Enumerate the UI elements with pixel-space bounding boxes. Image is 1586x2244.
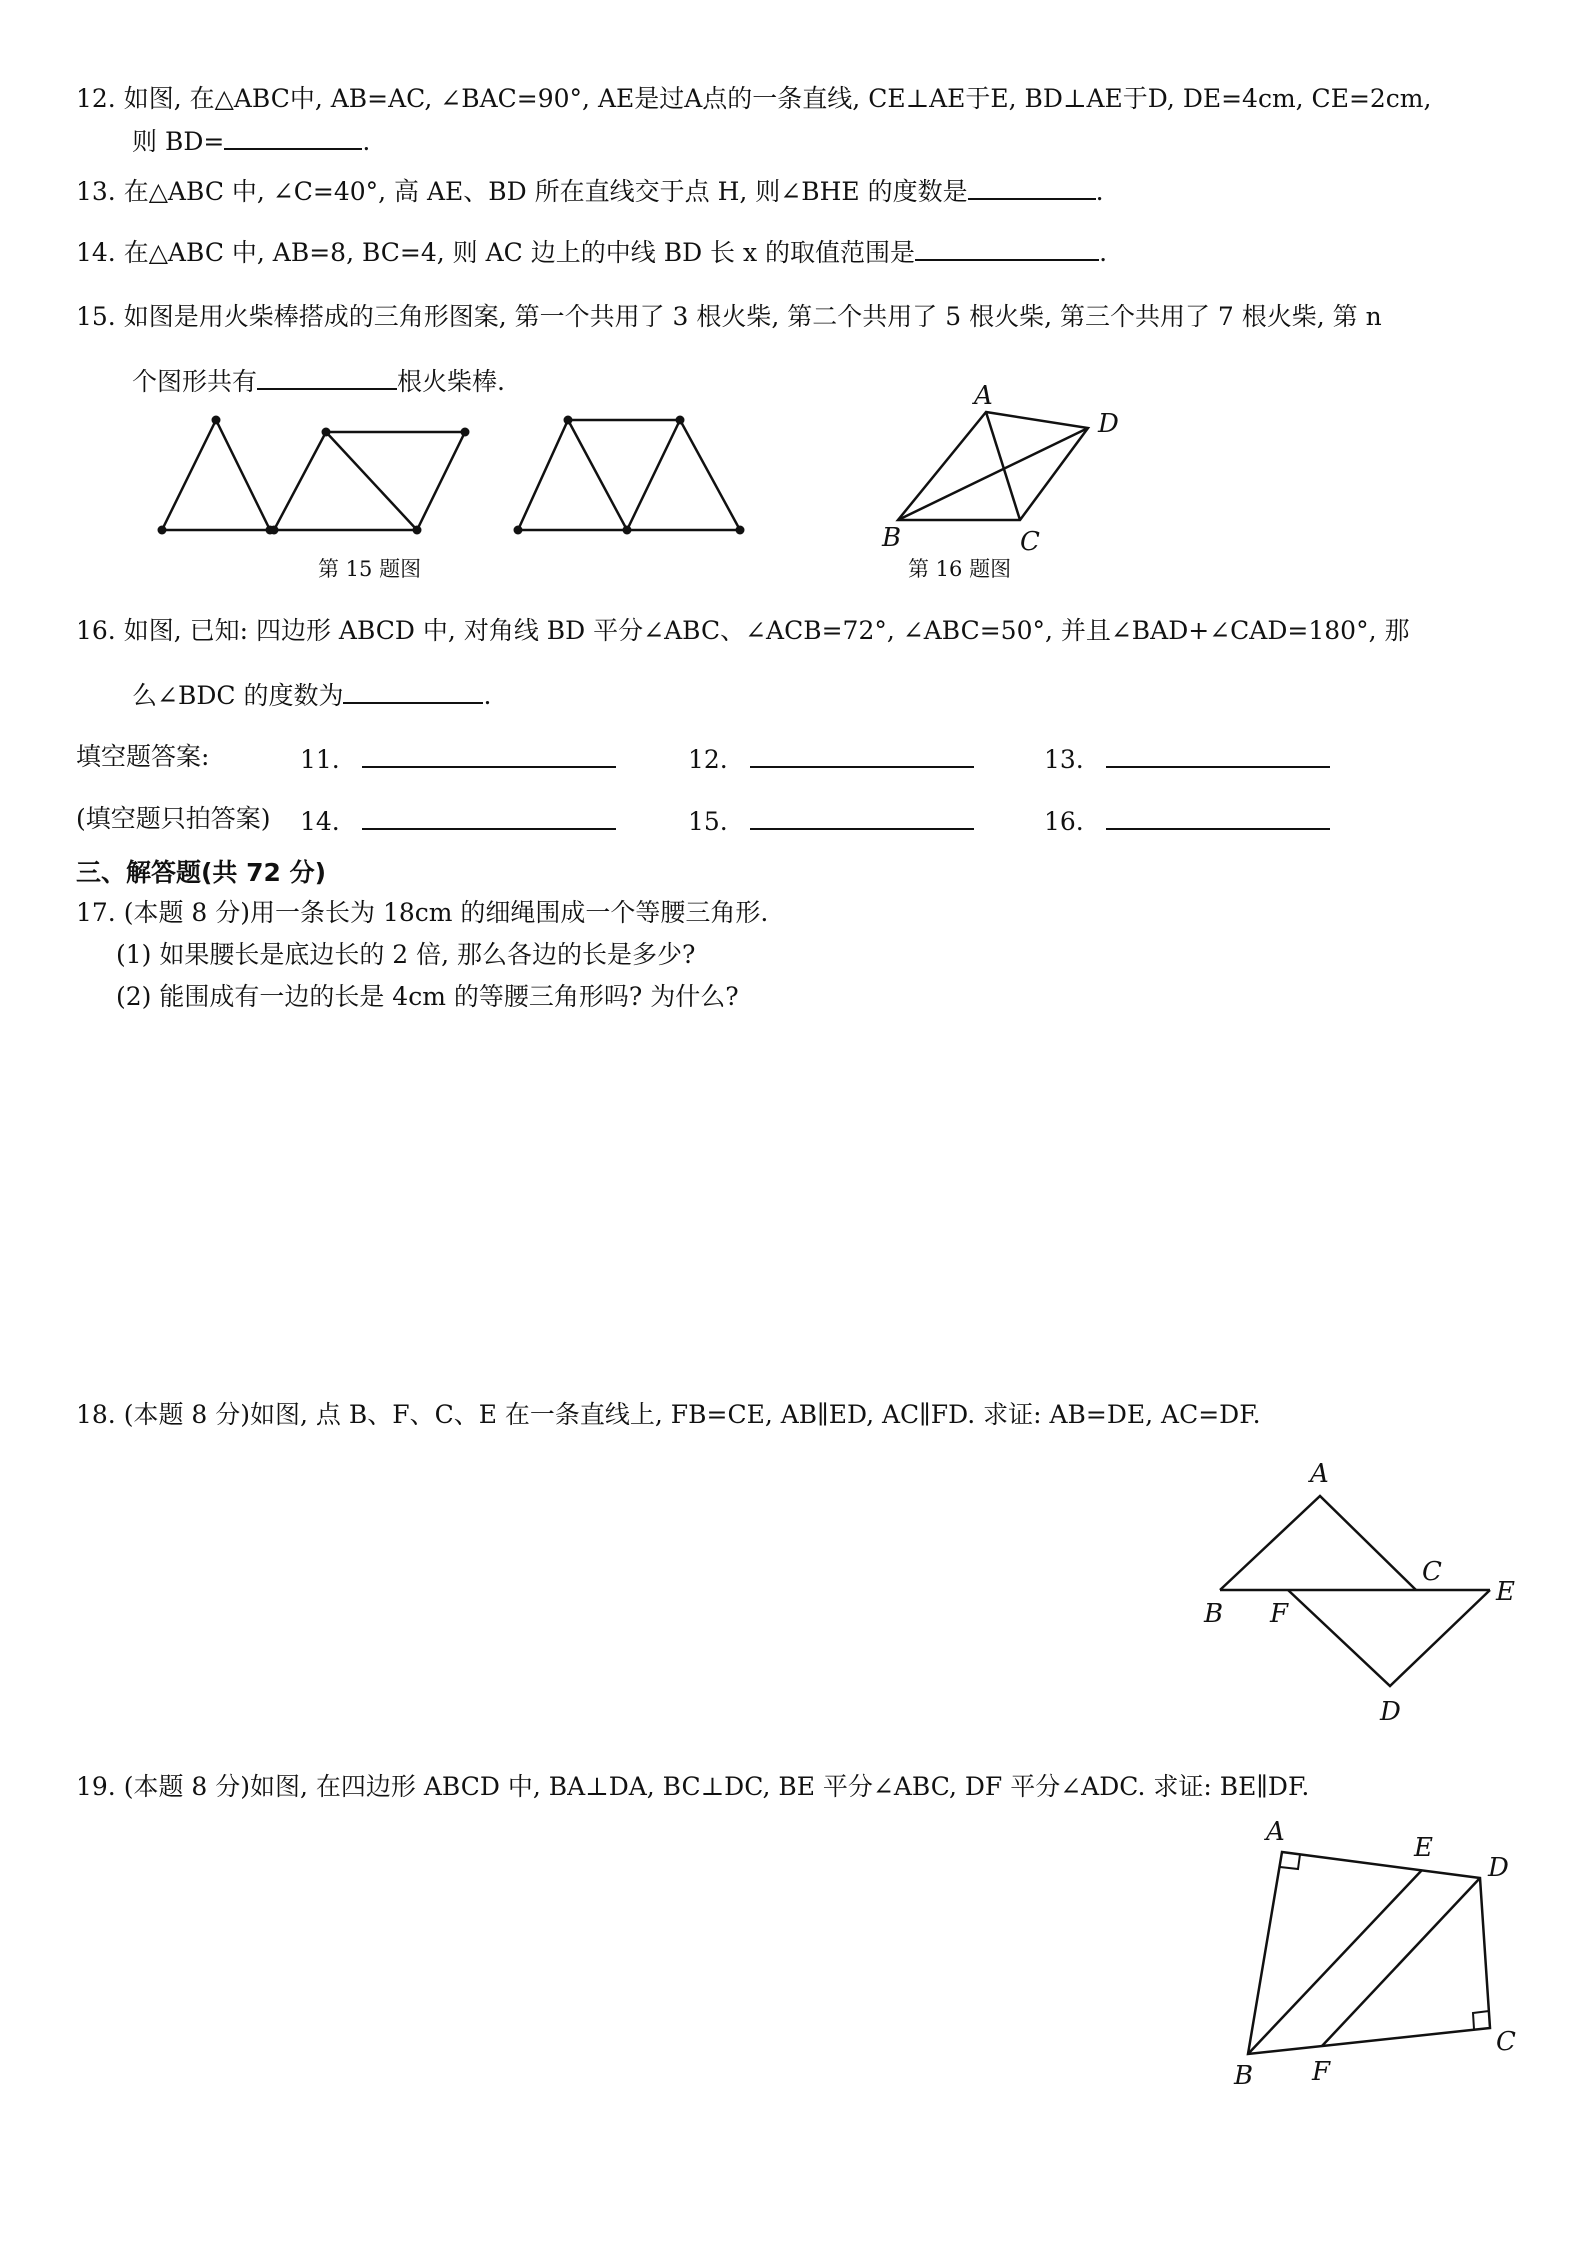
fig19-label-d: D: [1488, 1853, 1509, 1883]
q19-title-text: 19. (本题 8 分)如图, 在四边形 ABCD 中, BA⊥DA, BC⊥DC, BE 平分∠ABC, DF 平分∠ADC. 求证: BE∥DF.: [76, 1772, 1310, 1801]
q18-title-text: 18. (本题 8 分)如图, 点 B、F、C、E 在一条直线上, FB=CE, AB∥ED, AC∥FD. 求证: AB=DE, AC=DF.: [76, 1400, 1261, 1429]
q17-title: [76, 896, 768, 930]
answer-13-blank[interactable]: [1106, 740, 1330, 768]
fig19-right-angle-marks: [1280, 1855, 1489, 2030]
q14-answer-blank[interactable]: [915, 233, 1099, 261]
q12-prefix: 则 BD=: [132, 127, 225, 156]
answer-14: [300, 802, 616, 839]
fig15-triangle-3: [518, 420, 740, 530]
answer-16-num: 16.: [1044, 807, 1084, 836]
fig18-label-e: E: [1496, 1577, 1515, 1607]
fig18-lines: [1220, 1496, 1490, 1686]
answer-15: [688, 802, 974, 839]
answer-11-num: 11.: [300, 745, 340, 774]
q17-title-text: 17. (本题 8 分)用一条长为 18cm 的细绳围成一个等腰三角形.: [76, 898, 769, 927]
section-3-text: 三、解答题(共 72 分): [76, 858, 327, 887]
answer-11: [300, 740, 616, 777]
fig19-label-e: E: [1414, 1833, 1433, 1863]
fig18-label-b: B: [1204, 1599, 1224, 1629]
fig19-label-b: B: [1234, 2061, 1254, 2091]
answer-13-num: 13.: [1044, 745, 1084, 774]
q12-text: 12. 如图, 在△ABC中, AB=AC, ∠BAC=90°, AE是过A点的一条直线, CE⊥AE于E, BD⊥AE于D, DE=4cm, CE=2cm,: [76, 84, 1432, 113]
answer-15-blank[interactable]: [750, 802, 974, 830]
q12-line2: [132, 122, 370, 159]
figure-18: [1190, 1450, 1530, 1730]
answer-15-num: 15.: [688, 807, 728, 836]
q15-text: 15. 如图是用火柴棒搭成的三角形图案, 第一个共用了 3 根火柴, 第二个共用了 5 根火柴, 第三个共用了 7 根火柴, 第 n: [76, 302, 1382, 331]
q17-sub2: [116, 980, 739, 1014]
q17-sub1: [116, 938, 695, 972]
q16-line2: [132, 676, 491, 713]
fig16-caption: 第 16 题图: [908, 557, 1012, 581]
answer-16-blank[interactable]: [1106, 802, 1330, 830]
fig19-label-a: A: [1266, 1817, 1285, 1847]
fig19-label-c: C: [1496, 2027, 1516, 2057]
q13-suffix: .: [1095, 177, 1104, 206]
q12-answer-blank[interactable]: [224, 122, 362, 150]
fig18-label-f: F: [1270, 1599, 1289, 1629]
answer-row-2: [76, 802, 271, 836]
q15-suffix: 根火柴棒.: [397, 367, 505, 396]
fig18-label-a: A: [1310, 1459, 1329, 1489]
answer-12: [688, 740, 974, 777]
q15-line2: [132, 362, 505, 399]
fig16-label-a: A: [974, 381, 993, 411]
answer-12-blank[interactable]: [750, 740, 974, 768]
fig15-triangle-1: [162, 420, 270, 530]
answer-row-1: [76, 740, 209, 774]
fig15-triangle-2: [274, 432, 465, 530]
fig19-label-f: F: [1312, 2057, 1331, 2087]
figure-15: [140, 400, 780, 590]
q17-sub1-text: (1) 如果腰长是底边长的 2 倍, 那么各边的长是多少?: [116, 940, 696, 969]
fig16-label-c: C: [1020, 527, 1040, 557]
q14-line: [76, 233, 1107, 270]
section-3-heading: [76, 856, 326, 890]
answer-row2-label: (填空题只拍答案): [76, 804, 271, 833]
q18-title: [76, 1398, 1261, 1432]
answer-14-num: 14.: [300, 807, 340, 836]
q15-line1: [76, 300, 1382, 334]
answer-16: [1044, 802, 1330, 839]
answer-12-num: 12.: [688, 745, 728, 774]
q19-title: [76, 1770, 1309, 1804]
q15-prefix: 个图形共有: [132, 367, 258, 396]
fig15-caption: 第 15 题图: [318, 557, 422, 581]
fig16-label-d: D: [1098, 409, 1119, 439]
q16-suffix: .: [483, 681, 492, 710]
answer-11-blank[interactable]: [362, 740, 616, 768]
answer-13: [1044, 740, 1330, 777]
q16-prefix: 么∠BDC 的度数为: [132, 681, 344, 710]
q12-suffix: .: [362, 127, 371, 156]
answer-14-blank[interactable]: [362, 802, 616, 830]
q16-answer-blank[interactable]: [343, 676, 483, 704]
q13-line: [76, 172, 1104, 209]
q16-text: 16. 如图, 已知: 四边形 ABCD 中, 对角线 BD 平分∠ABC、∠ACB=72°, ∠ABC=50°, 并且∠BAD+∠CAD=180°, 那: [76, 616, 1410, 645]
fig18-label-d: D: [1380, 1697, 1401, 1727]
q16-line1: [76, 614, 1409, 648]
q15-answer-blank[interactable]: [257, 362, 397, 390]
q13-answer-blank[interactable]: [968, 172, 1096, 200]
fig16-label-b: B: [882, 523, 902, 553]
fig18-label-c: C: [1422, 1557, 1442, 1587]
q12-line1: [76, 82, 1431, 116]
figure-19: [1210, 1810, 1550, 2090]
q14-text: 14. 在△ABC 中, AB=8, BC=4, 则 AC 边上的中线 BD 长 x 的取值范围是: [76, 238, 916, 267]
q14-suffix: .: [1099, 238, 1108, 267]
figure-16: [870, 380, 1170, 590]
fig19-quadrilateral: [1248, 1852, 1490, 2054]
q13-text: 13. 在△ABC 中, ∠C=40°, 高 AE、BD 所在直线交于点 H, 则∠BHE 的度数是: [76, 177, 968, 206]
answer-row1-label: 填空题答案:: [76, 742, 210, 771]
fig16-quadrilateral: [898, 412, 1088, 520]
q17-sub2-text: (2) 能围成有一边的长是 4cm 的等腰三角形吗? 为什么?: [116, 982, 739, 1011]
